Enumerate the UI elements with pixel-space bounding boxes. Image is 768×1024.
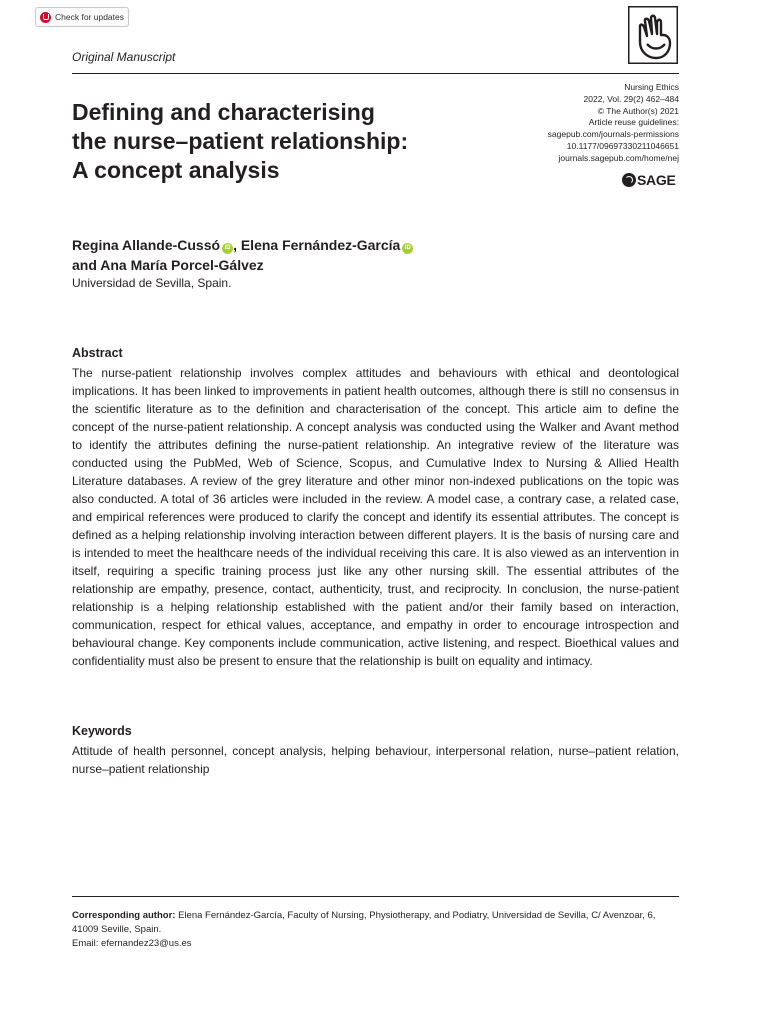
author-separator: , — [233, 237, 241, 253]
journal-copyright: © The Author(s) 2021 — [597, 105, 679, 116]
corresponding-author — [72, 909, 679, 951]
manuscript-type: Original Manuscript — [72, 50, 176, 64]
corresponding-author-address — [72, 909, 679, 937]
journal-logo-icon — [628, 6, 678, 64]
check-updates-icon — [40, 12, 51, 23]
journal-info — [548, 82, 679, 165]
affiliation: Universidad de Sevilla, Spain. — [72, 276, 232, 290]
check-for-updates-badge[interactable] — [35, 7, 129, 27]
doi-link[interactable]: 10.1177/09697330211046651 — [566, 140, 679, 151]
keywords-heading: Keywords — [72, 724, 132, 738]
author-list — [72, 235, 413, 275]
abstract-text: The nurse-patient relationship involves complex attitudes and behaviours with ethical and deontological implications. It has been linked to improvements in patient health outcomes, although there is still no consensus in the scientific literature as to the definition and characterisation of the concept. This article aim to define the concept of the nurse-patient relationship. A concept analysis was conducted using the Walker and Avant method to identify the attributes defining the nurse-patient relationship. An integrative review of the literature was conducted using the PubMed, Web of Science, Scopus, and Cumulative Index to Nursing & Allied Health Literature databases. A review of the grey literature and other minor non-indexed publications on the topic was also conducted. A total of 36 articles were included in the review. A model case, a contrary case, a related case, and empirical references were produced to clarify the concept and identify its essential attributes. The concept is defined as a helping relationship involving interaction between different players. It is the basis of nursing care and is intended to meet the healthcare needs of the individual receiving this care. It is also viewed as an intervention in itself, requiring a specific training process just like any other nursing skill. The essential attributes of the relationship are empathy, presence, contact, authenticity, trust, and reciprocity. In conclusion, the nurse-patient relationship is a helping relationship established with the patient and/or their family based on interaction, communication, respect for ethical values, acceptance, and empathy in order to encourage introspection and behavioural change. Key components include communication, active listening, and respect. Bioethical values and confidentiality must also be present to ensure that the relationship is built on equality and intimacy. — [72, 366, 679, 668]
journal-name: Nursing Ethics — [624, 82, 679, 92]
sage-mark-icon — [622, 173, 636, 187]
footnote-divider — [72, 896, 679, 897]
author-line-2: and Ana María Porcel-Gálvez — [72, 257, 264, 273]
corresponding-author-label: Corresponding author: — [72, 910, 176, 921]
author-1: Regina Allande-Cussó — [72, 237, 221, 253]
publisher-name: SAGE — [637, 172, 676, 188]
orcid-icon[interactable]: iD — [402, 243, 413, 254]
corresponding-author-email[interactable]: Email: efernandez23@us.es — [72, 938, 192, 949]
abstract-heading: Abstract — [72, 346, 123, 360]
check-for-updates-label: Check for updates — [55, 12, 124, 22]
article-title — [72, 98, 492, 185]
author-line-1 — [72, 235, 413, 255]
journal-volume: 2022, Vol. 29(2) 462–484 — [583, 93, 679, 104]
title-line-1: Defining and characterising — [72, 99, 375, 125]
permissions-link[interactable]: sagepub.com/journals-permissions — [547, 129, 679, 140]
keywords-text: Attitude of health personnel, concept analysis, helping behaviour, interpersonal relation, nurse–patient relation, nurse–patient relationship — [72, 744, 679, 776]
reuse-guidelines-label: Article reuse guidelines: — [588, 117, 679, 128]
author-2: Elena Fernández-García — [240, 237, 401, 253]
title-line-2: the nurse–patient relationship: — [72, 128, 409, 154]
header-divider — [72, 73, 679, 74]
corresponding-author-text: Elena Fernández-García, Faculty of Nursing, Physiotherapy, and Podiatry, Universidad de Sevilla, C/ Avenzoar, 6, 41009 Seville, Spain. — [72, 910, 656, 935]
title-line-3: A concept analysis — [72, 157, 280, 183]
journal-home-link[interactable]: journals.sagepub.com/home/nej — [558, 152, 679, 163]
orcid-icon[interactable]: iD — [222, 243, 233, 254]
publisher-logo — [622, 172, 675, 188]
